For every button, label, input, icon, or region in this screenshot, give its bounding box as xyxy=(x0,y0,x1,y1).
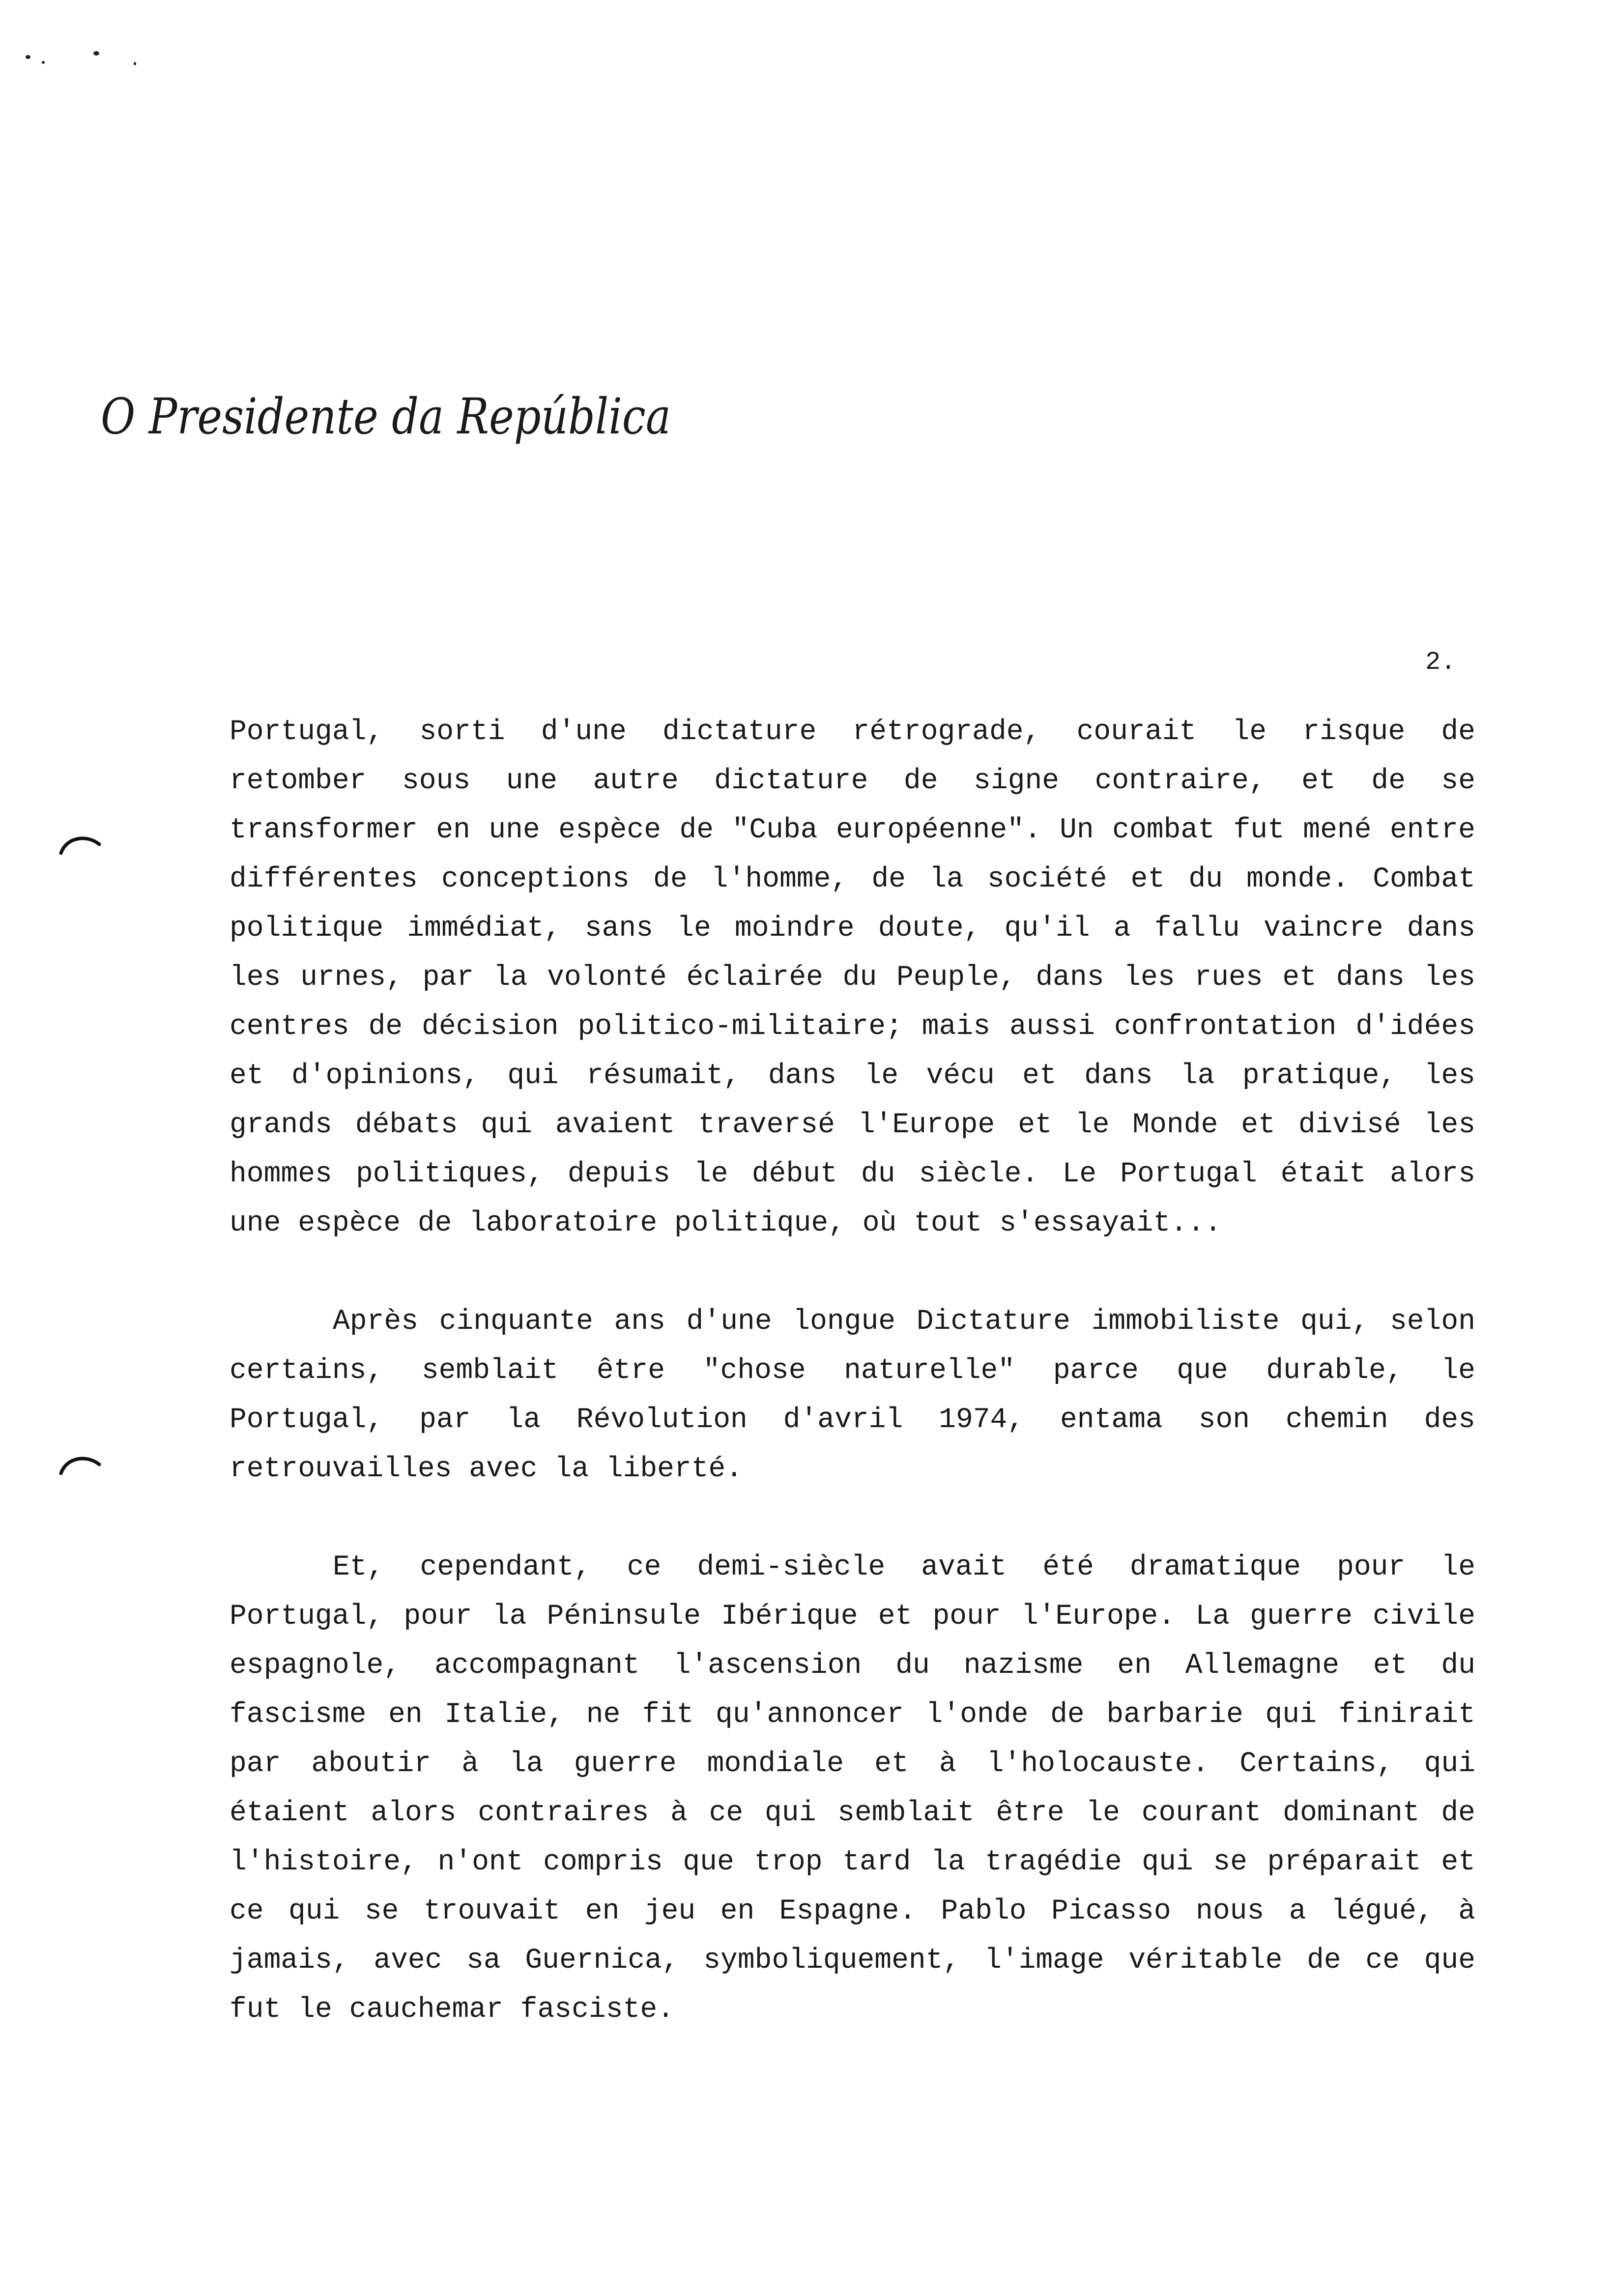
scan-speck xyxy=(93,51,99,56)
scan-speck xyxy=(42,61,45,64)
scan-speck xyxy=(26,55,30,59)
paragraph-1: Portugal, sorti d'une dictature rétrograde, courait le risque de retomber sous une autre dictature de signe contraire, et de se transformer en une espèce de "Cuba européenne". Un combat fut mené entre différentes conceptions de l'homme, de la société et du monde. Combat politique immédiat, sans le moindre doute, qu'il a fallu vaincre dans les urnes, par la volonté éclairée du Peuple, dans les rues et dans les centres de décision politico-militaire; mais aussi confrontation d'idées et d'opinions, qui résumait, dans le vécu et dans la pratique, les grands débats qui avaient traversé l'Europe et le Monde et divisé les hommes politiques, depuis le début du siècle. Le Portugal était alors une espèce de laboratoire politique, où tout s'essayait... xyxy=(230,716,1475,1239)
scan-speck xyxy=(134,62,136,65)
margin-bracket-mark xyxy=(58,1450,102,1479)
page-number: 2. xyxy=(1425,648,1456,677)
letterhead-title: O Presidente da República xyxy=(101,388,671,445)
paragraph-2: Après cinquante ans d'une longue Dictature immobiliste qui, selon certains, semblait être "chose naturelle" parce que durable, le Portugal, par la Révolution d'avril 1974, entama son chemin des retrouvailles avec la liberté. xyxy=(230,1306,1475,1485)
letterhead-script xyxy=(101,378,691,452)
body-text xyxy=(230,708,1475,2084)
paragraph-3: Et, cependant, ce demi-siècle avait été dramatique pour le Portugal, pour la Péninsule Ibérique et pour l'Europe. La guerre civile espagnole, accompagnant l'ascension du nazisme en Allemagne et du fascisme en Italie, ne fit qu'annoncer l'onde de barbarie qui finirait par aboutir à la guerre mondiale et à l'holocauste. Certains, qui étaient alors contraires à ce qui semblait être le courant dominant de l'histoire, n'ont compris que trop tard la tragédie qui se préparait et ce qui se trouvait en jeu en Espagne. Pablo Picasso nous a légué, à jamais, avec sa Guernica, symboliquement, l'image véritable de ce que fut le cauchemar fasciste. xyxy=(230,1551,1475,2026)
letterhead xyxy=(101,378,691,452)
margin-bracket-mark xyxy=(58,830,102,859)
